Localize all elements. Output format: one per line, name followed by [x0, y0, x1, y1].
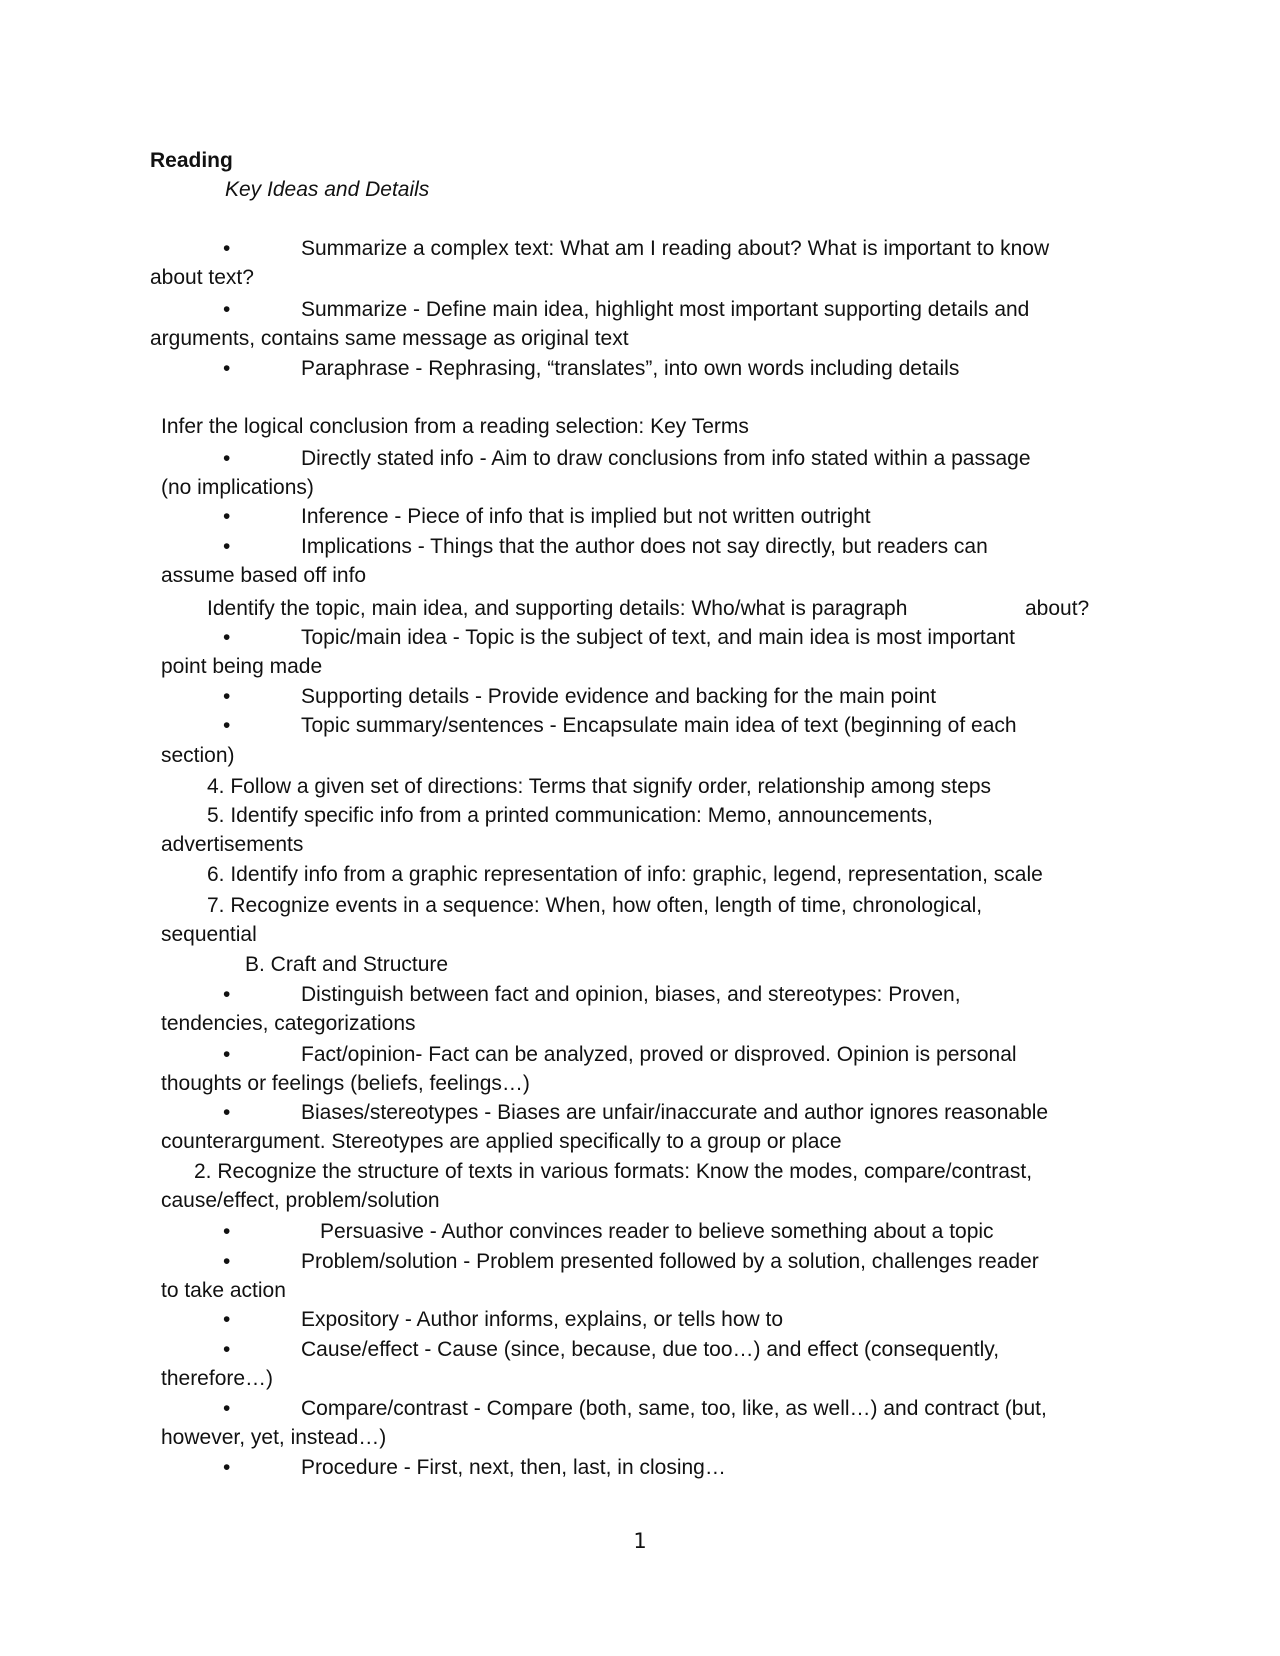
bullet-marker: • — [223, 983, 231, 1006]
page-number: 1 — [633, 1529, 647, 1553]
bullet-item: Problem/solution - Problem presented followed by a solution, challenges reader — [301, 1250, 1039, 1273]
topic-heading: Identify the topic, main idea, and supporting details: Who/what is paragraph — [207, 597, 908, 620]
bullet-marker: • — [223, 1250, 231, 1273]
bullet-item-continuation: (no implications) — [161, 476, 314, 499]
bullet-item: Distinguish between fact and opinion, biases, and stereotypes: Proven, — [301, 983, 961, 1006]
bullet-item-continuation: about text? — [150, 266, 254, 289]
bullet-marker: • — [223, 447, 231, 470]
bullet-marker: • — [223, 357, 231, 380]
bullet-item: Procedure - First, next, then, last, in closing… — [301, 1456, 726, 1479]
bullet-item-continuation: therefore…) — [161, 1367, 274, 1390]
numbered-item: 6. Identify info from a graphic representation of info: graphic, legend, representation, scale — [207, 863, 1043, 886]
bullet-marker: • — [223, 1220, 231, 1243]
bullet-item: Summarize - Define main idea, highlight most important supporting details and — [301, 298, 1030, 321]
bullet-item: Fact/opinion- Fact can be analyzed, proved or disproved. Opinion is personal — [301, 1043, 1017, 1066]
bullet-item: Directly stated info - Aim to draw conclusions from info stated within a passage — [301, 447, 1031, 470]
bullet-marker: • — [223, 714, 231, 737]
bullet-item: Expository - Author informs, explains, or tells how to — [301, 1308, 784, 1331]
bullet-marker: • — [223, 1397, 231, 1420]
section-title: Reading — [150, 149, 233, 172]
bullet-item: Paraphrase - Rephrasing, “translates”, into own words including details — [301, 357, 960, 380]
bullet-item-continuation: point being made — [161, 655, 323, 678]
bullet-marker: • — [223, 1101, 231, 1124]
bullet-item-continuation: however, yet, instead…) — [161, 1426, 387, 1449]
bullet-marker: • — [223, 535, 231, 558]
bullet-item: Topic summary/sentences - Encapsulate main idea of text (beginning of each — [301, 714, 1017, 737]
bullet-item-continuation: arguments, contains same message as original text — [150, 327, 629, 350]
bullet-item: Inference - Piece of info that is implied but not written outright — [301, 505, 871, 528]
section-subtitle: Key Ideas and Details — [225, 178, 430, 201]
numbered-item: 4. Follow a given set of directions: Terms that signify order, relationship among steps — [207, 775, 992, 798]
bullet-item-continuation: tendencies, categorizations — [161, 1012, 416, 1035]
numbered-item: 7. Recognize events in a sequence: When, how often, length of time, chronological, — [207, 894, 983, 917]
structure-heading-continuation: cause/effect, problem/solution — [161, 1189, 440, 1212]
bullet-marker: • — [223, 685, 231, 708]
infer-heading: Infer the logical conclusion from a reading selection: Key Terms — [161, 415, 749, 438]
bullet-marker: • — [223, 1043, 231, 1066]
bullet-item: Topic/main idea - Topic is the subject of text, and main idea is most important — [301, 626, 1015, 649]
bullet-marker: • — [223, 237, 231, 260]
bullet-item-continuation: assume based off info — [161, 564, 367, 587]
bullet-marker: • — [223, 1456, 231, 1479]
bullet-item: Cause/effect - Cause (since, because, due too…) and effect (consequently, — [301, 1338, 1000, 1361]
bullet-item: Compare/contrast - Compare (both, same, too, like, as well…) and contract (but, — [301, 1397, 1047, 1420]
bullet-item: Implications - Things that the author does not say directly, but readers can — [301, 535, 988, 558]
numbered-item: 5. Identify specific info from a printed communication: Memo, announcements, — [207, 804, 934, 827]
bullet-marker: • — [223, 1338, 231, 1361]
bullet-item-continuation: section) — [161, 744, 235, 767]
structure-heading: 2. Recognize the structure of texts in various formats: Know the modes, compare/contrast, — [194, 1160, 1033, 1183]
craft-heading: B. Craft and Structure — [245, 953, 449, 976]
bullet-item: Supporting details - Provide evidence and backing for the main point — [301, 685, 937, 708]
bullet-item: Biases/stereotypes - Biases are unfair/inaccurate and author ignores reasonable — [301, 1101, 1049, 1124]
topic-heading-tail: about? — [1025, 597, 1090, 620]
bullet-item: Summarize a complex text: What am I reading about? What is important to know — [301, 237, 1050, 260]
numbered-item-continuation: advertisements — [161, 833, 304, 856]
bullet-item-continuation: thoughts or feelings (beliefs, feelings…) — [161, 1072, 530, 1095]
bullet-item-continuation: to take action — [161, 1279, 286, 1302]
bullet-item: Persuasive - Author convinces reader to believe something about a topic — [320, 1220, 994, 1243]
bullet-item-continuation: counterargument. Stereotypes are applied specifically to a group or place — [161, 1130, 842, 1153]
bullet-marker: • — [223, 626, 231, 649]
bullet-marker: • — [223, 505, 231, 528]
bullet-marker: • — [223, 1308, 231, 1331]
bullet-marker: • — [223, 298, 231, 321]
numbered-item-continuation: sequential — [161, 923, 257, 946]
